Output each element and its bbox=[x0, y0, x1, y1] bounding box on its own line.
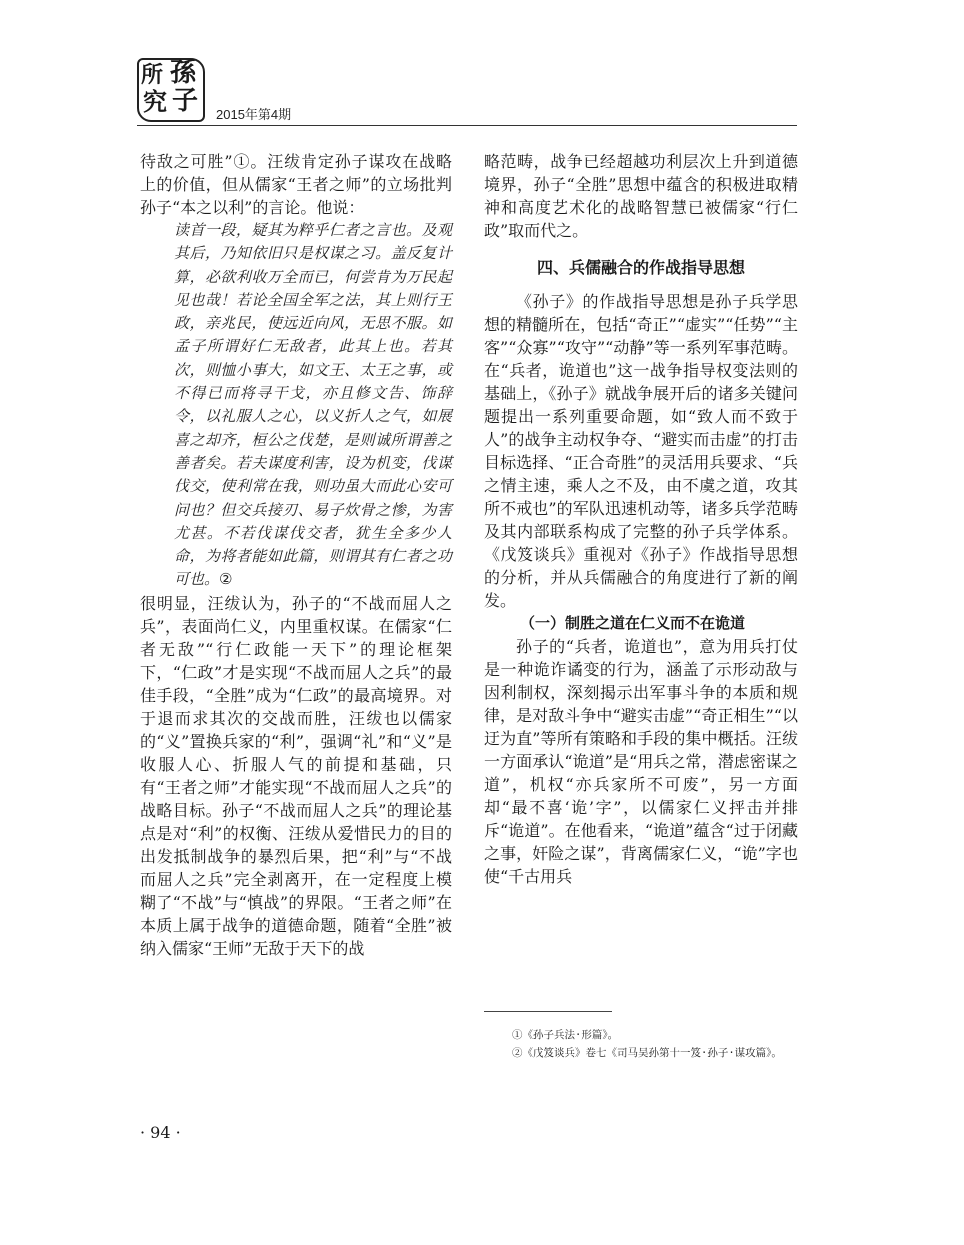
journal-logo bbox=[137, 58, 203, 120]
paragraph: 《孙子》的作战指导思想是孙子兵学思想的精髓所在，包括“奇正”“虚实”“任势”“主客”“众寡”“攻守”“动静”等一系列军事范畴。在“兵者，诡道也”这一战争指导权变法则的基础上，《孙子》就战争展开后的诸多关键问题提出一系列重要命题，如“致人而不致于人”的战争主动权争夺、“避实而击虚”的打击目标选择、“正合奇胜”的灵活用兵要求、“兵之情主速，乘人之不及，由不虞之道，攻其所不戒也”的军队迅速机动等，诸多兵学范畴及其内部联系构成了完整的孙子兵学体系。《戊笈谈兵》重视对《孙子》作战指导思想的分析，并从兵儒融合的角度进行了新的阐发。 bbox=[484, 292, 798, 610]
footnote-divider bbox=[484, 1011, 612, 1012]
paragraph: 待敌之可胜”①。汪绂肯定孙子谋攻在战略上的价值，但从儒家“王者之师”的立场批判孙子“本之以利”的言论。他说： bbox=[140, 152, 452, 217]
logo-char: 究 bbox=[143, 87, 167, 116]
right-column bbox=[484, 150, 798, 888]
paragraph: 很明显，汪绂认为，孙子的“不战而屈人之兵”，表面尚仁义，内里重权谋。在儒家“仁者无敌”“行仁政能一天下”的理论框架下，“仁政”才是实现“不战而屈人之兵”的最佳手段，“全胜”成为“仁政”的最高境界。对于退而求其次的交战而胜，汪绂也以儒家的“义”置换兵家的“利”，强调“礼”和“义”是收服人心、折服人气的前提和基础，只有“王者之师”才能实现“不战而屈人之兵”的战略目标。孙子“不战而屈人之兵”的理论基点是对“利”的权衡、汪绂从爱惜民力的目的出发抵制战争的暴烈后果，把“利”与“不战而屈人之兵”完全剥离开，在一定程度上模糊了“不战”与“慎战”的界限。“王者之师”在本质上属于战争的道德命题，随着“全胜”被纳入儒家“王师”无敌于天下的战 bbox=[140, 593, 452, 958]
page-number: · 94 · bbox=[140, 1123, 181, 1142]
subsection-heading: （一）制胜之道在仁义而不在诡道 bbox=[520, 614, 746, 632]
header-divider bbox=[137, 125, 797, 126]
section-heading: 四、兵儒融合的作战指导思想 bbox=[536, 258, 745, 277]
footnote: ②《戊笈谈兵》卷七《司马吴孙第十一笈·孙子·谋攻篇》。 bbox=[512, 1047, 782, 1059]
logo-char: 子 bbox=[172, 86, 199, 116]
logo-char: 所 bbox=[141, 62, 164, 88]
footnote: ①《孙子兵法·形篇》。 bbox=[512, 1029, 619, 1041]
paragraph: 孙子的“兵者，诡道也”，意为用兵打仗是一种诡诈谲变的行为，涵盖了示形动敌与因利制权，深刻揭示出军事斗争的本质和规律，是对敌斗争中“避实击虚”“奇正相生”“以迂为直”等所有策略和手段的集中概括。汪绂一方面承认“诡道”是“用兵之常，潜虑密谋之道”，机权“亦兵家所不可废”，另一方面却“最不喜‘诡’字”，以儒家仁义抨击并排斥“诡道”。在他看来，“诡道”蕴含“过于闭藏之事，奸险之谋”，背离儒家仁义，“诡”字也使“千古用兵 bbox=[484, 637, 798, 886]
block-quote: 读首一段，疑其为粹乎仁者之言也。及观其后，乃知依旧只是权谋之习。盖反复计算，必欲利收万全而已，何尝肯为万民起见也哉！若论全国全军之法，其上则行王政，亲兆民，使远近向风，无思不服。如孟子所谓好仁无敌者，此其上也。若其次，则恤小事大，如文王、太王之事，或不得已而将寻干戈，亦且修文告、饰辞令，以礼服人之心，以义折人之气，如展喜之却齐，桓公之伐楚，是则诚所谓善之善者矣。若夫谋度利害，设为机变，伐谋伐交，使利常在我，则功虽大而此心安可问也？但交兵接刃、易子炊骨之惨，为害尤甚。不若伐谋伐交者，犹生全多少人命，为将者能如此篇，则谓其有仁者之功可也。② bbox=[174, 221, 452, 589]
issue-label: 2015年第4期 bbox=[216, 107, 292, 122]
paragraph: 略范畴，战争已经超越功利层次上升到道德境界，孙子“全胜”思想中蕴含的积极进取精神和高度艺术化的战略智慧已被儒家“行仁政”取而代之。 bbox=[484, 152, 798, 240]
logo-char: 孫 bbox=[170, 58, 197, 88]
footnotes bbox=[484, 1026, 798, 1062]
left-column bbox=[140, 150, 452, 960]
